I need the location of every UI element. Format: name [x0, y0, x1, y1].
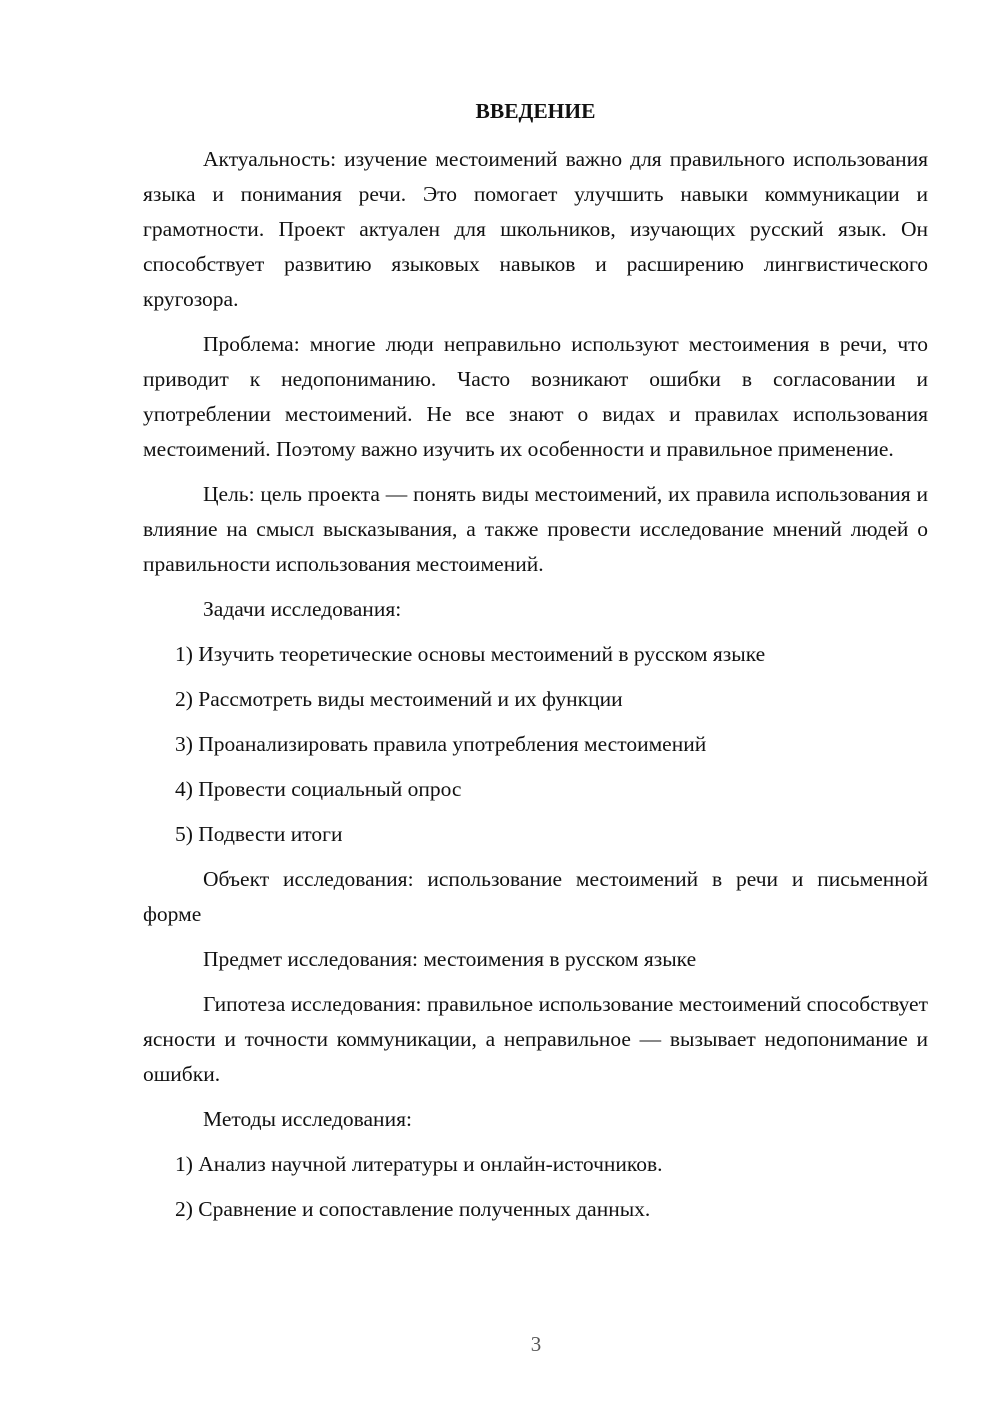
task-item-3: 3) Проанализировать правила употребления местоимений: [175, 732, 707, 756]
problem-paragraph: Проблема: многие люди неправильно используют местоимения в речи, что приводит к недопониманию. Часто возникают ошибки в согласовании и употреблении местоимений. Не все знают о видах и правилах использования местоимений. Поэтому важно изучить их особенности и правильное применение.: [143, 332, 928, 461]
method-item-2: 2) Сравнение и сопоставление полученных данных.: [175, 1197, 651, 1221]
subject-paragraph: Предмет исследования: местоимения в русском языке: [203, 947, 697, 971]
relevance-paragraph: Актуальность: изучение местоимений важно для правильного использования языка и понимания речи. Это помогает улучшить навыки коммуникации и грамотности. Проект актуален для школьников, изучающих русский язык. Он способствует развитию языковых навыков и расширению лингвистического кругозора.: [143, 147, 928, 311]
methods-list: [143, 1147, 928, 1227]
tasks-heading: Задачи исследования:: [203, 597, 402, 621]
object-paragraph: Объект исследования: использование местоимений в речи и письменной форме: [143, 867, 928, 926]
task-item-4: 4) Провести социальный опрос: [175, 777, 462, 801]
methods-heading: Методы исследования:: [203, 1107, 412, 1131]
task-item-1: 1) Изучить теоретические основы местоимений в русском языке: [175, 642, 766, 666]
section-title: ВВЕДЕНИЕ: [475, 99, 596, 123]
task-item-2: 2) Рассмотреть виды местоимений и их функции: [175, 687, 623, 711]
task-item-5: 5) Подвести итоги: [175, 822, 343, 846]
page-body: [143, 94, 928, 1237]
hypothesis-paragraph: Гипотеза исследования: правильное использование местоимений способствует ясности и точности коммуникации, а неправильное — вызывает недопонимание и ошибки.: [143, 992, 928, 1086]
goal-paragraph: Цель: цель проекта — понять виды местоимений, их правила использования и влияние на смысл высказывания, а также провести исследование мнений людей о правильности использования местоимений.: [143, 482, 928, 576]
method-item-1: 1) Анализ научной литературы и онлайн-источников.: [175, 1152, 663, 1176]
tasks-list: [143, 637, 928, 852]
page-number: 3: [530, 1332, 542, 1356]
